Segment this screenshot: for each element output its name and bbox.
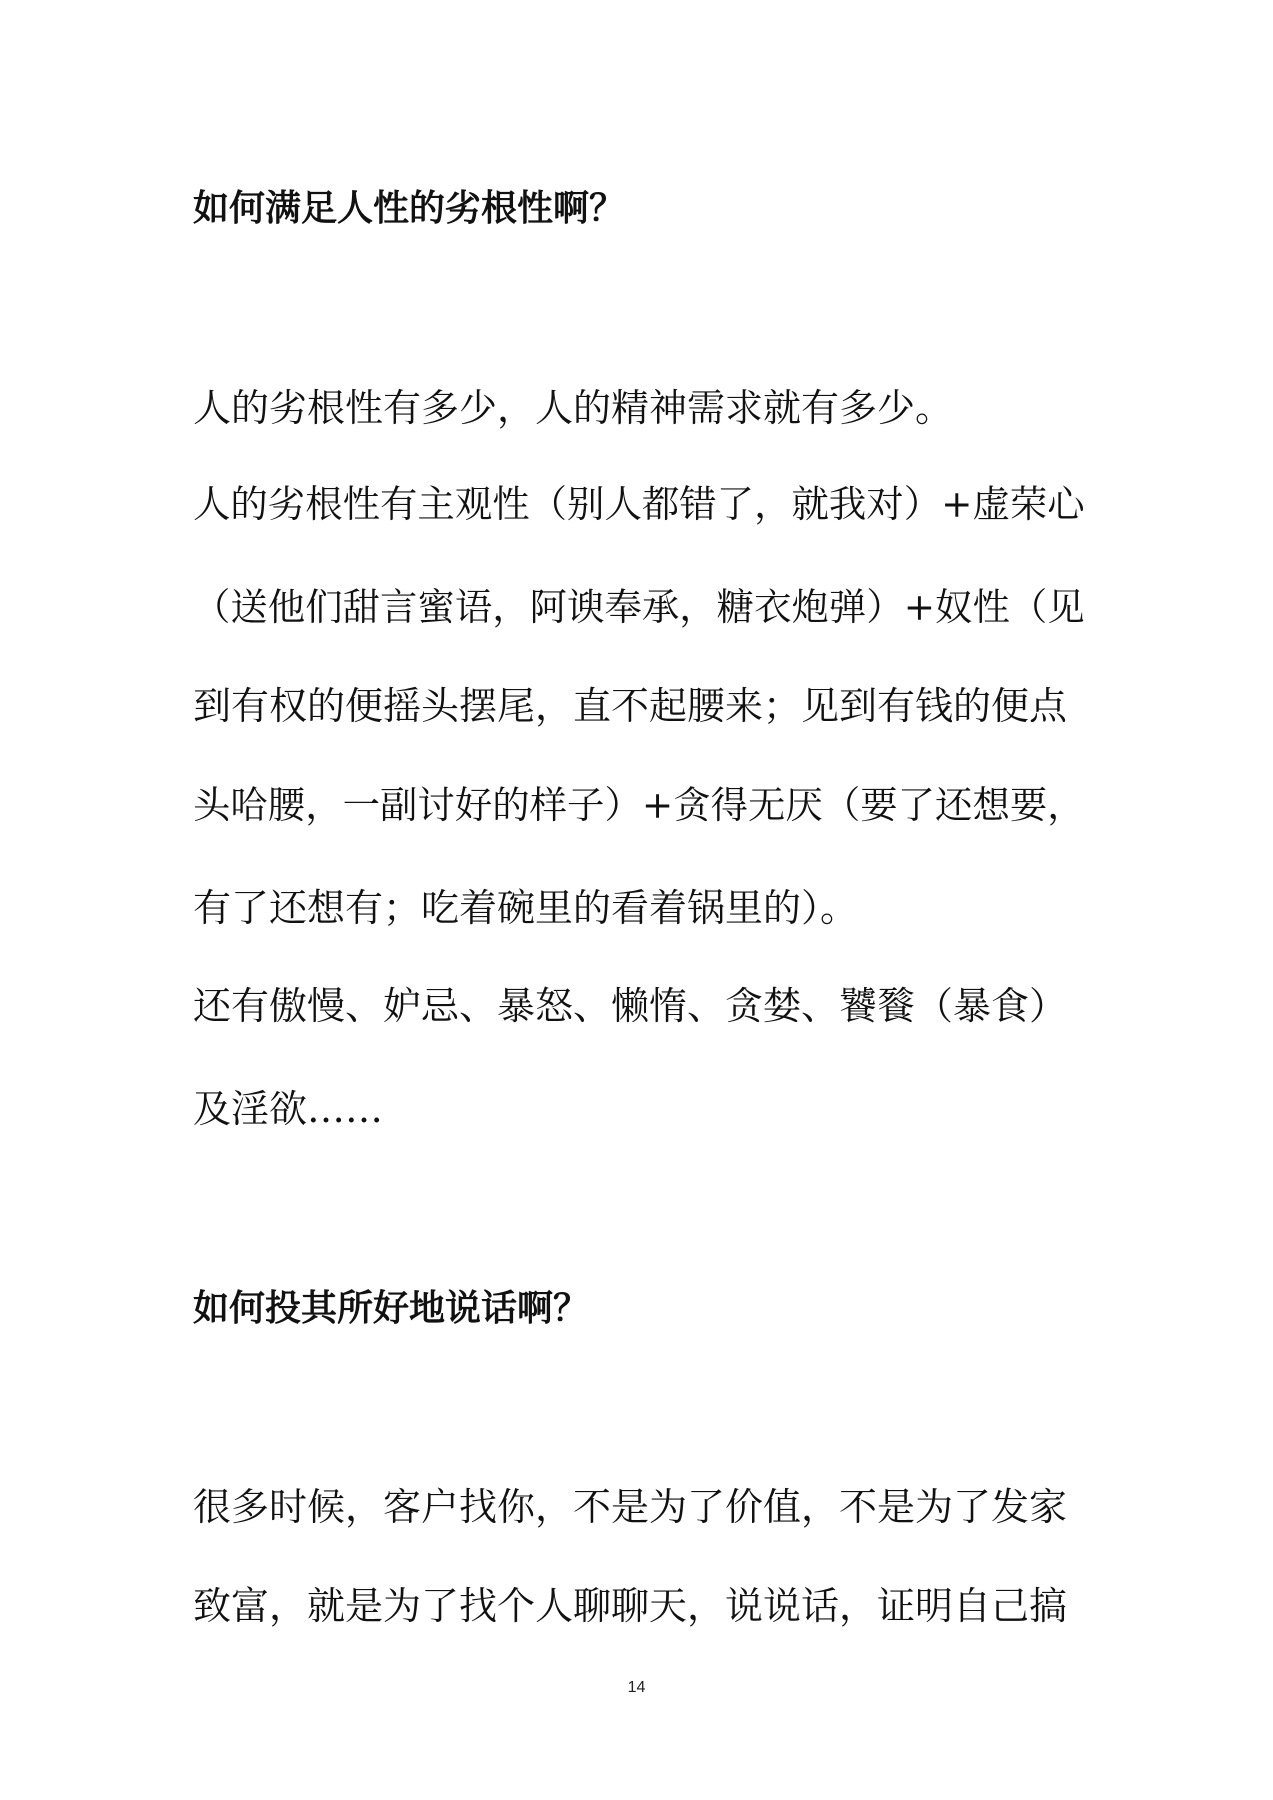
paragraph-line: （送他们甜言蜜语，阿谀奉承，糖衣炮弹）+奴性（见 [193, 585, 1085, 629]
paragraph-line: 到有权的便摇头摆尾，直不起腰来；见到有钱的便点 [193, 684, 1068, 728]
section-heading-2: 如何投其所好地说话啊？ [193, 1288, 590, 1329]
paragraph-line: 及淫欲…… [193, 1087, 384, 1131]
paragraph-line: 人的劣根性有主观性（别人都错了，就我对）+虚荣心 [193, 482, 1085, 526]
paragraph-line: 有了还想有；吃着碗里的看着锅里的）。 [193, 886, 859, 930]
paragraph-line: 致富，就是为了找个人聊聊天，说说话，证明自己搞 [193, 1584, 1068, 1628]
paragraph-line: 很多时候，客户找你，不是为了价值，不是为了发家 [193, 1485, 1068, 1529]
page-number: 14 [627, 1679, 646, 1696]
paragraph-line: 头哈腰，一副讨好的样子）+贪得无厌（要了还想要， [193, 783, 1085, 827]
section-heading-1: 如何满足人性的劣根性啊？ [193, 188, 626, 229]
paragraph-line: 还有傲慢、妒忌、暴怒、懒惰、贪婪、饕餮（暴食） [193, 984, 1068, 1028]
paragraph-line: 人的劣根性有多少，人的精神需求就有多少。 [193, 386, 954, 430]
